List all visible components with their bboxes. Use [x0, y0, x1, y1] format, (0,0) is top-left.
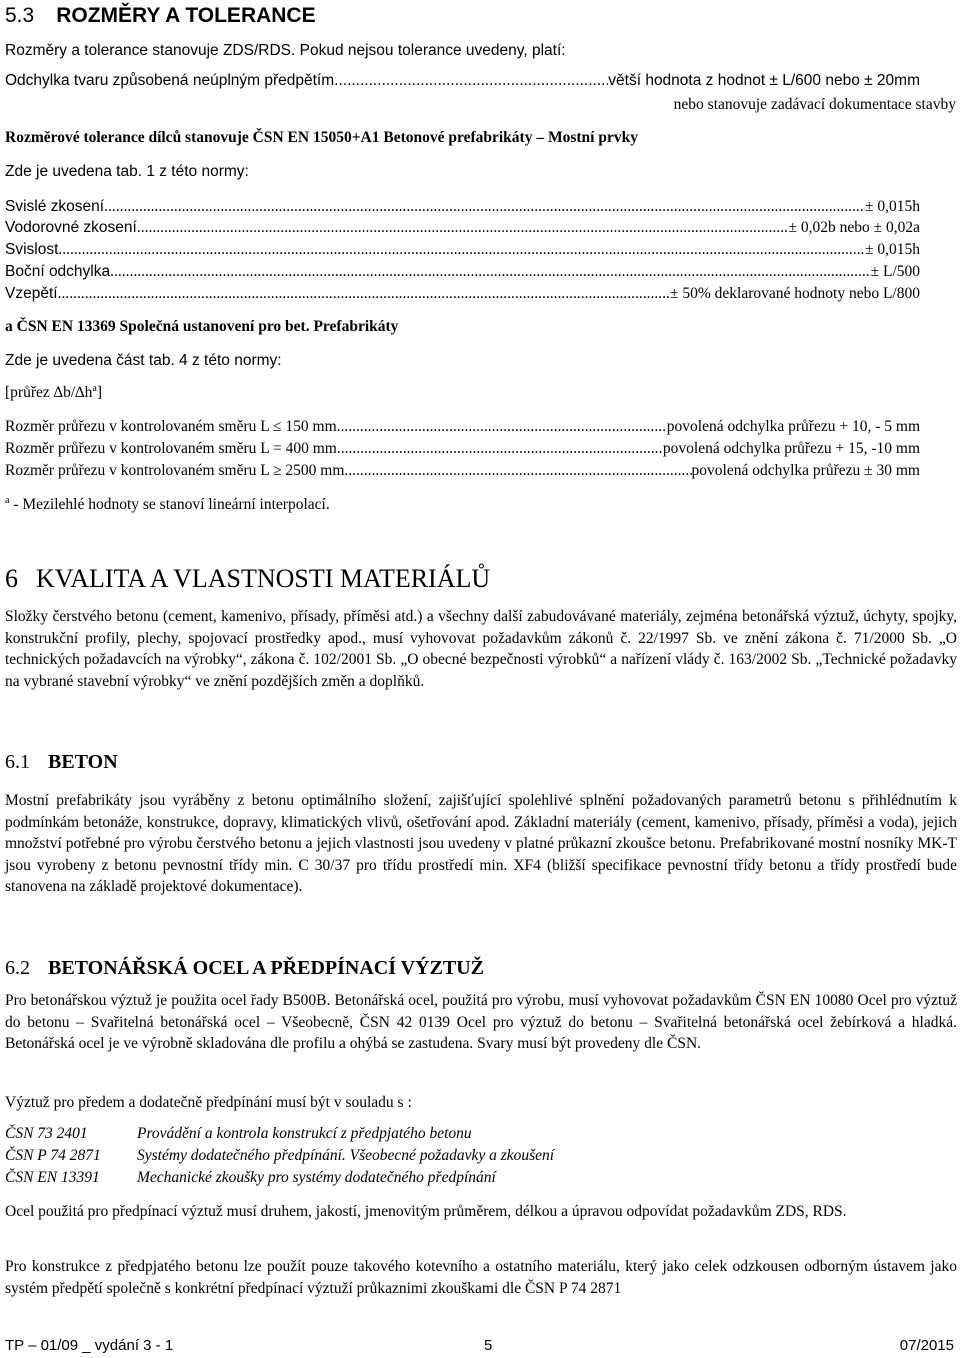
tolerance-row: Svislost ..... ± 0,015h	[5, 241, 920, 259]
section-6-heading: 6 KVALITA A VLASTNOSTI MATERIÁLŮ	[5, 564, 491, 593]
norm-2-heading: a ČSN EN 13369 Společná ustanovení pro bet. Prefabrikáty	[5, 318, 399, 335]
section-5-3-heading	[5, 4, 316, 28]
prestress-steel-paragraph: Ocel použitá pro předpínací výztuž musí druhem, jakostí, jmenovitým průměrem, délkou a úpravou odpovídat požadavkům ZDS, RDS.	[5, 1203, 847, 1220]
cross-section-row: Rozměr průřezu v kontrolovaném směru L ≤ 150 mm ..... povolená odchylka průřezu + 10, - 5 mm	[5, 418, 920, 436]
norm-1-heading: Rozměrové tolerance dílců stanovuje ČSN EN 15050+A1 Betonové prefabrikáty – Mostní prvky	[5, 129, 638, 146]
cross-section-row: Rozměr průřezu v kontrolovaném směru L ≥ 2500 mm ..... povolená odchylka průřezu ± 30 mm	[5, 462, 920, 480]
tolerance-row: Vzepětí ..... ± 50% deklarované hodnoty nebo L/800	[5, 285, 920, 303]
prestress-compliance-intro: Výztuž pro předem a dodatečně předpínání musí být v souladu s :	[5, 1094, 412, 1111]
tolerance-row: Vodorovné zkosení ..... ± 0,02b nebo ± 0,02a	[5, 219, 920, 237]
concrete-paragraph: Mostní prefabrikáty jsou vyráběny z betonu optimálního složení, zajišťující spolehlivé splnění požadovaných parametrů betonu s přihlédnutím k podmínkám betonáže, konstrukce, dopravy, klimatických vlivů, ošetřování apod. Základní materiály (cement, kamenivo, přísady, příměsi a voda), jejich množství potřebné pro výrobu čerstvého betonu a jejich vlastnosti jsou uvedeny v platné průkazní zkoušce betonu. Prefabrikované mostní nosníky MK-T jsou vyrobeny z betonu pevnostní třídy min. C 30/37 pro třídu prostředí min. XF4 (bližší specifikace pevnostní třídy betonu a třídy prostředí bude stanovena na základě projektové dokumentace).	[5, 792, 957, 895]
standard-row: ČSN EN 13391 Mechanické zkoušky pro systémy dodatečného předpínání	[5, 1169, 496, 1186]
cross-section-row: Rozměr průřezu v kontrolovaném směru L = 400 mm ..... povolená odchylka průřezu + 15, -10 mm	[5, 440, 920, 458]
standard-row: ČSN P 74 2871 Systémy dodatečného předpínání. Všeobecné požadavky a zkoušení	[5, 1147, 555, 1164]
section-title: ROZMĚRY A TOLERANCE	[56, 4, 316, 27]
interpolation-footnote: $^a$ - Mezilehlé hodnoty se stanoví lineární interpolací.	[5, 495, 330, 514]
row-value: větší hodnota z hodnot ± L/600 nebo ± 20mm	[608, 72, 920, 89]
cross-section-label: [průřez $\Delta b/\Delta h^a$]	[5, 383, 103, 402]
shape-deviation-row	[5, 72, 920, 90]
section-6-2-heading: 6.2 BETONÁŘSKÁ OCEL A PŘEDPÍNACÍ VÝZTUŽ	[5, 957, 485, 979]
tolerance-intro: Rozměry a tolerance stanovuje ZDS/RDS. Pokud nejsou tolerance uvedeny, platí:	[5, 42, 566, 59]
section-6-1-heading: 6.1 BETON	[5, 751, 118, 773]
tolerance-row: Svislé zkosení ..... ± 0,015h	[5, 198, 920, 216]
section-number: 5.3	[5, 4, 35, 27]
norm-1-intro: Zde je uvedena tab. 1 z této normy:	[5, 163, 249, 180]
tolerance-row: Boční odchylka ..... ± L/500	[5, 263, 920, 281]
footer-date: 07/2015	[899, 1337, 954, 1354]
shape-deviation-value-cont: nebo stanovuje zadávací dokumentace stavby	[673, 96, 956, 113]
footer-page-number: 5	[484, 1337, 493, 1354]
norm-2-intro: Zde je uvedena část tab. 4 z této normy:	[5, 352, 282, 369]
footer-document-id: TP – 01/09 _ vydání 3 - 1	[5, 1337, 174, 1354]
standard-row: ČSN 73 2401 Provádění a kontrola konstrukcí z předpjatého betonu	[5, 1125, 472, 1142]
row-label: Odchylka tvaru způsobená neúplným předpětím.	[5, 72, 339, 89]
materials-paragraph: Složky čerstvého betonu (cement, kamenivo, přísady, příměsi atd.) a všechny další zabudovávané materiály, zejména betonářská výztuž, úchyty, spojky, konstrukční profily, plechy, spojovací prostředky apod., musí vyhovovat požadavkům zákonů č. 22/1997 Sb. ve znění zákona č. 71/2000 Sb. „O technických požadavcích na výrobky“, zákona č. 102/2001 Sb. „O obecné bezpečnosti výrobků“ a nařízení vlády č. 163/2002 Sb. „Technické požadavky na vybrané stavební výrobky“ ve znění pozdějších změn a doplňků.	[5, 608, 957, 690]
anchorage-paragraph: Pro konstrukce z předpjatého betonu lze použít pouze takového kotevního a ostatního materiálu, který jako celek odzkousen odborným ústavem jako systém předpětí společně s konkrétní předpínací výztuží průkaznimi zkouškami dle ČSN P 74 2871	[5, 1258, 957, 1297]
steel-paragraph: Pro betonářskou výztuž je použita ocel řady B500B. Betonářská ocel, použitá pro výrobu, musí vyhovovat požadavkům ČSN EN 10080 Ocel pro výztuž do betonu – Svařitelná betonářská ocel – Všeobecně, ČSN 42 0139 Ocel pro výztuž do betonu – Svařitelná betonářská ocel žebírková a hladká. Betonářská ocel je ve výrobně skladována dle profilu a ohýbá se zastudena. Svary musí být provedeny dle ČSN.	[5, 992, 957, 1052]
